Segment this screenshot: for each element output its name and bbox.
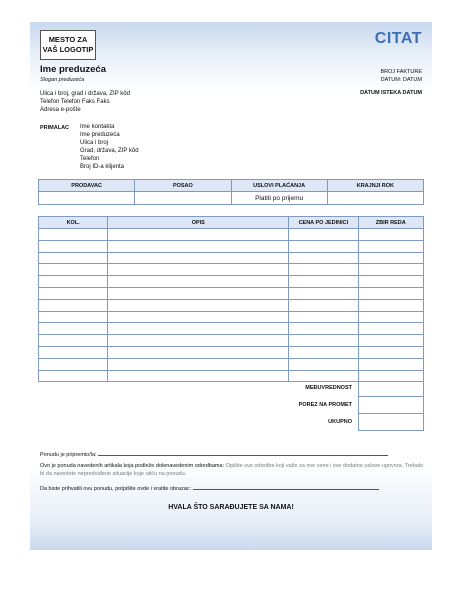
prepared-by-label: Ponudu je pripremio/la:: [40, 452, 97, 458]
qty-cell[interactable]: [39, 323, 108, 335]
description-cell[interactable]: [108, 311, 289, 323]
description-cell[interactable]: [108, 240, 289, 252]
table-row: [39, 299, 424, 311]
description-cell[interactable]: [108, 299, 289, 311]
unit-price-cell[interactable]: [289, 276, 358, 288]
total-row: [38, 414, 424, 431]
table-row: [39, 346, 424, 358]
line-total-cell[interactable]: [358, 276, 423, 288]
unit-price-cell[interactable]: [289, 299, 358, 311]
description-cell[interactable]: [108, 252, 289, 264]
line-total-cell[interactable]: [358, 311, 423, 323]
subtotal-value[interactable]: [358, 380, 424, 397]
company-address: [40, 90, 130, 114]
unit-price-cell[interactable]: [289, 346, 358, 358]
description-cell[interactable]: [108, 229, 289, 241]
customer-contact[interactable]: Ime kontakta: [80, 124, 115, 130]
header-seller: PRODAVAC: [39, 180, 135, 192]
company-slogan[interactable]: Slogan preduzeća: [40, 77, 85, 83]
header-due-date: KRAJNJI ROK: [327, 180, 423, 192]
cell-seller[interactable]: [39, 192, 135, 205]
description-cell[interactable]: [108, 358, 289, 370]
description-cell[interactable]: [108, 346, 289, 358]
qty-cell[interactable]: [39, 276, 108, 288]
table-row: [39, 229, 424, 241]
table-row: [39, 311, 424, 323]
unit-price-cell[interactable]: [289, 335, 358, 347]
invoice-date[interactable]: DATUM: DATUM: [380, 77, 422, 83]
totals-block: [38, 380, 424, 431]
cell-job[interactable]: [135, 192, 231, 205]
accept-signature: [40, 484, 379, 493]
table-row: [39, 276, 424, 288]
qty-cell[interactable]: [39, 240, 108, 252]
unit-price-cell[interactable]: [289, 358, 358, 370]
quote-page: [30, 22, 432, 550]
prepared-by-line[interactable]: [98, 450, 388, 456]
qty-cell[interactable]: [39, 252, 108, 264]
qty-cell[interactable]: [39, 311, 108, 323]
cell-due-date[interactable]: [327, 192, 423, 205]
expiry-date[interactable]: DATUM ISTEKA DATUM: [360, 90, 422, 96]
line-total-cell[interactable]: [358, 252, 423, 264]
signature-line[interactable]: [193, 484, 379, 490]
header-description: OPIS: [108, 217, 289, 229]
unit-price-cell[interactable]: [289, 287, 358, 299]
invoice-number[interactable]: BROJ FAKTURE: [380, 69, 422, 75]
header-qty: KOL.: [39, 217, 108, 229]
customer-phone[interactable]: Telefon: [80, 156, 100, 162]
line-total-cell[interactable]: [358, 358, 423, 370]
line-total-cell[interactable]: [358, 299, 423, 311]
qty-cell[interactable]: [39, 264, 108, 276]
thank-you-message: HVALA ŠTO SARAĐUJETE SA NAMA!: [168, 504, 294, 511]
table-row: [39, 323, 424, 335]
total-value[interactable]: [358, 414, 424, 431]
qty-cell[interactable]: [39, 335, 108, 347]
line-total-cell[interactable]: [358, 335, 423, 347]
email-line[interactable]: Adresa e-pošte: [40, 107, 81, 113]
invoice-meta: [380, 68, 422, 84]
unit-price-cell[interactable]: [289, 323, 358, 335]
logo-line-1: MESTO ZA: [48, 35, 88, 44]
cell-payment-terms[interactable]: Platiti po prijemu: [231, 192, 327, 205]
logo-placeholder[interactable]: [40, 30, 96, 60]
address-line[interactable]: Ulica i broj, grad i država, ZIP kôd: [40, 91, 130, 97]
table-row: [39, 287, 424, 299]
tax-label: POREZ NA PROMET: [298, 402, 352, 408]
logo-line-2: VAŠ LOGOTIP: [42, 45, 94, 54]
table-row: [39, 335, 424, 347]
unit-price-cell[interactable]: [289, 252, 358, 264]
line-total-cell[interactable]: [358, 229, 423, 241]
description-cell[interactable]: [108, 264, 289, 276]
prepared-by: [40, 450, 388, 459]
unit-price-cell[interactable]: [289, 311, 358, 323]
tax-row: [38, 397, 424, 414]
unit-price-cell[interactable]: [289, 229, 358, 241]
line-total-cell[interactable]: [358, 240, 423, 252]
unit-price-cell[interactable]: [289, 264, 358, 276]
document-title: CITAT: [374, 30, 422, 47]
line-total-cell[interactable]: [358, 323, 423, 335]
subtotal-label: MEĐUVREDNOST: [305, 385, 352, 391]
customer-street[interactable]: Ulica i broj: [80, 140, 109, 146]
qty-cell[interactable]: [39, 299, 108, 311]
header-unit-price: CENA PO JEDINICI: [289, 217, 358, 229]
customer-id[interactable]: Broj ID-a klijenta: [80, 164, 125, 170]
qty-cell[interactable]: [39, 229, 108, 241]
description-cell[interactable]: [108, 323, 289, 335]
customer-label: PRIMALAC: [40, 125, 70, 131]
header-job: POSAO: [135, 180, 231, 192]
terms-text[interactable]: Opišite sve odredbe koji važe za ove cene i sve dodatne uslove ugovora. Trebalo bi da navedete nepredviđene situacije koje utiču na ponudu.: [40, 463, 424, 477]
items-table: [38, 216, 424, 382]
description-cell[interactable]: [108, 287, 289, 299]
terms: [40, 462, 426, 478]
company-name[interactable]: Ime preduzeća: [40, 64, 106, 75]
qty-cell[interactable]: [39, 346, 108, 358]
total-label: UKUPNO: [328, 419, 352, 425]
subtotal-row: [38, 380, 424, 397]
line-total-cell[interactable]: [358, 287, 423, 299]
terms-intro: Ovo je ponuda navedenih artikala koja podleže dolenavedenim odredbama:: [40, 463, 225, 469]
unit-price-cell[interactable]: [289, 240, 358, 252]
header-line-total: ZBIR REDA: [358, 217, 423, 229]
table-row: [39, 240, 424, 252]
header-payment-terms: USLOVI PLAĆANJA: [231, 180, 327, 192]
description-cell[interactable]: [108, 335, 289, 347]
table-row: [39, 358, 424, 370]
line-total-cell[interactable]: [358, 346, 423, 358]
info-table: [38, 179, 424, 205]
qty-cell[interactable]: [39, 287, 108, 299]
qty-cell[interactable]: [39, 358, 108, 370]
phone-fax-line[interactable]: Telefon Telefon Faks Faks: [40, 99, 110, 105]
table-row: [39, 252, 424, 264]
tax-value[interactable]: [358, 397, 424, 414]
line-total-cell[interactable]: [358, 264, 423, 276]
customer-company[interactable]: Ime preduzeća: [80, 132, 120, 138]
customer-city[interactable]: Grad, država, ZIP kôd: [80, 148, 139, 154]
customer-block: [80, 123, 139, 171]
table-row: [39, 264, 424, 276]
accept-label: Da biste prihvatili ovu ponudu, potpišite ovde i vratite obrazac:: [40, 486, 192, 492]
description-cell[interactable]: [108, 276, 289, 288]
